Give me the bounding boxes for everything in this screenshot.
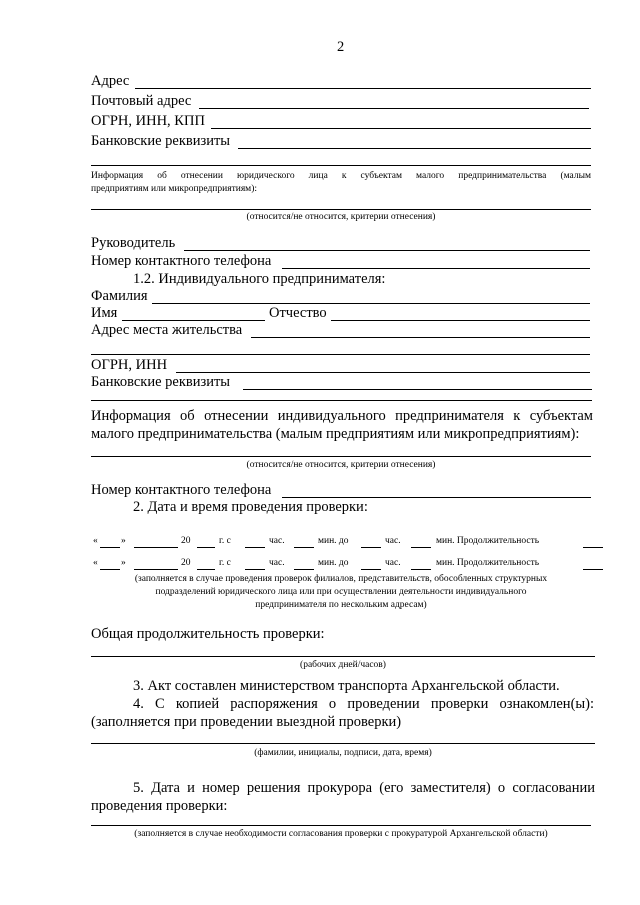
- sme-info-text: Информация об отнесении юридического лица к субъектам малого предпринимательства (малым: [91, 171, 591, 181]
- month-field-line: [134, 547, 178, 548]
- order-copy-note: (заполняется при проведении выездной проверки): [91, 714, 402, 730]
- minutes-duration-label: мин. Продолжительность: [436, 536, 540, 546]
- date-quote-open: «: [93, 536, 98, 546]
- name-field-line: [122, 320, 265, 321]
- inspection-datetime-heading: 2. Дата и время проведения проверки:: [133, 499, 368, 515]
- ip-contact-phone-field-line: [282, 497, 591, 498]
- prosecutor-decision-field-line: [91, 825, 591, 826]
- minutes-to-label: мин. до: [318, 536, 349, 546]
- from-minutes-field-line-2: [294, 569, 314, 570]
- to-hours-field-line: [361, 547, 381, 548]
- sme-info-text-cont: предприятиям или микропредприятиям):: [91, 184, 257, 194]
- ip-contact-phone-label: Номер контактного телефона: [91, 482, 272, 498]
- hours-label-3: час.: [269, 558, 285, 568]
- from-hours-field-line-2: [245, 569, 265, 570]
- minutes-duration-label-2: мин. Продолжительность: [436, 558, 540, 568]
- year-field-line: [197, 547, 215, 548]
- ogrn-inn-kpp-field-line: [211, 128, 591, 129]
- bank-details-field-line: [238, 148, 591, 149]
- name-label: Имя: [91, 305, 118, 321]
- ip-bank-details-extra-line: [91, 400, 592, 401]
- day-field-line: [100, 547, 120, 548]
- postal-address-field-line: [199, 108, 589, 109]
- day-field-line-2: [100, 569, 120, 570]
- act-composed-text: 3. Акт составлен министерством транспорта Архангельской области.: [133, 678, 560, 694]
- from-minutes-field-line: [294, 547, 314, 548]
- bank-details-extra-line: [91, 165, 591, 166]
- ip-sme-caption: (относится/не относится, критерии отнесения): [246, 460, 436, 470]
- surname-label: Фамилия: [91, 288, 148, 304]
- date-quote-open-2: «: [93, 558, 98, 568]
- acquainted-field-line: [91, 743, 595, 744]
- to-minutes-field-line: [411, 547, 431, 548]
- residence-label: Адрес места жительства: [91, 322, 243, 338]
- prosecutor-decision-text: 5. Дата и номер решения прокурора (его заместителя) о согласовании: [133, 780, 595, 796]
- hours-label-4: час.: [385, 558, 401, 568]
- to-minutes-field-line-2: [411, 569, 431, 570]
- ogrn-inn-field-line: [176, 372, 590, 373]
- residence-field-line: [251, 337, 590, 338]
- page-number: 2: [337, 39, 345, 55]
- duration-field-line-2: [583, 569, 603, 570]
- month-field-line-2: [134, 569, 178, 570]
- from-label: г. с: [219, 536, 231, 546]
- from-label-2: г. с: [219, 558, 231, 568]
- residence-extra-line: [91, 354, 590, 355]
- ip-bank-details-field-line: [243, 389, 592, 390]
- acquainted-caption: (фамилии, инициалы, подписи, дата, время): [254, 748, 432, 758]
- postal-address-label: Почтовый адрес: [91, 93, 192, 109]
- ip-bank-details-label: Банковские реквизиты: [91, 374, 231, 390]
- prosecutor-decision-caption: (заполняется в случае необходимости согласования проверки с прокуратурой Архангельской области): [134, 829, 548, 839]
- minutes-to-label-2: мин. до: [318, 558, 349, 568]
- ip-section-heading: 1.2. Индивидуального предпринимателя:: [133, 271, 386, 287]
- to-hours-field-line-2: [361, 569, 381, 570]
- from-hours-field-line: [245, 547, 265, 548]
- head-label: Руководитель: [91, 235, 176, 251]
- patronymic-field-line: [331, 320, 590, 321]
- year-field-line-2: [197, 569, 215, 570]
- branches-note-line-2: подразделений юридического лица или при осуществлении деятельности индивидуального: [155, 587, 527, 597]
- date-quote-close: »: [121, 536, 126, 546]
- sme-field-line: [91, 209, 591, 210]
- hours-label: час.: [269, 536, 285, 546]
- head-field-line: [184, 250, 590, 251]
- year-prefix: 20: [181, 536, 191, 546]
- date-quote-close-2: »: [121, 558, 126, 568]
- prosecutor-decision-text-cont: проведения проверки:: [91, 798, 228, 814]
- branches-note-line-3: предпринимателя по нескольким адресам): [255, 600, 427, 610]
- ogrn-inn-kpp-label: ОГРН, ИНН, КПП: [91, 113, 205, 129]
- duration-field-line: [583, 547, 603, 548]
- bank-details-label: Банковские реквизиты: [91, 133, 231, 149]
- contact-phone-field-line: [282, 268, 590, 269]
- total-duration-caption: (рабочих дней/часов): [300, 660, 386, 670]
- total-duration-label: Общая продолжительность проверки:: [91, 626, 325, 642]
- year-prefix-2: 20: [181, 558, 191, 568]
- hours-label-2: час.: [385, 536, 401, 546]
- total-duration-field-line: [91, 656, 595, 657]
- surname-field-line: [152, 303, 590, 304]
- ip-sme-info-text-cont: малого предпринимательства (малым предприятиям или микропредприятиям):: [91, 426, 580, 442]
- contact-phone-label: Номер контактного телефона: [91, 253, 272, 269]
- address-field-line: [135, 88, 591, 89]
- sme-caption: (относится/не относится, критерии отнесения): [246, 212, 436, 222]
- branches-note-line-1: (заполняется в случае проведения проверок филиалов, представительств, обособленных структурных: [134, 574, 548, 584]
- ogrn-inn-label: ОГРН, ИНН: [91, 357, 168, 373]
- address-label: Адрес: [91, 73, 130, 89]
- order-copy-text: 4. С копией распоряжения о проведении проверки ознакомлен(ы):: [133, 696, 594, 712]
- patronymic-label: Отчество: [269, 305, 327, 321]
- ip-sme-info-text: Информация об отнесении индивидуального предпринимателя к субъектам: [91, 408, 593, 424]
- ip-sme-field-line: [91, 456, 591, 457]
